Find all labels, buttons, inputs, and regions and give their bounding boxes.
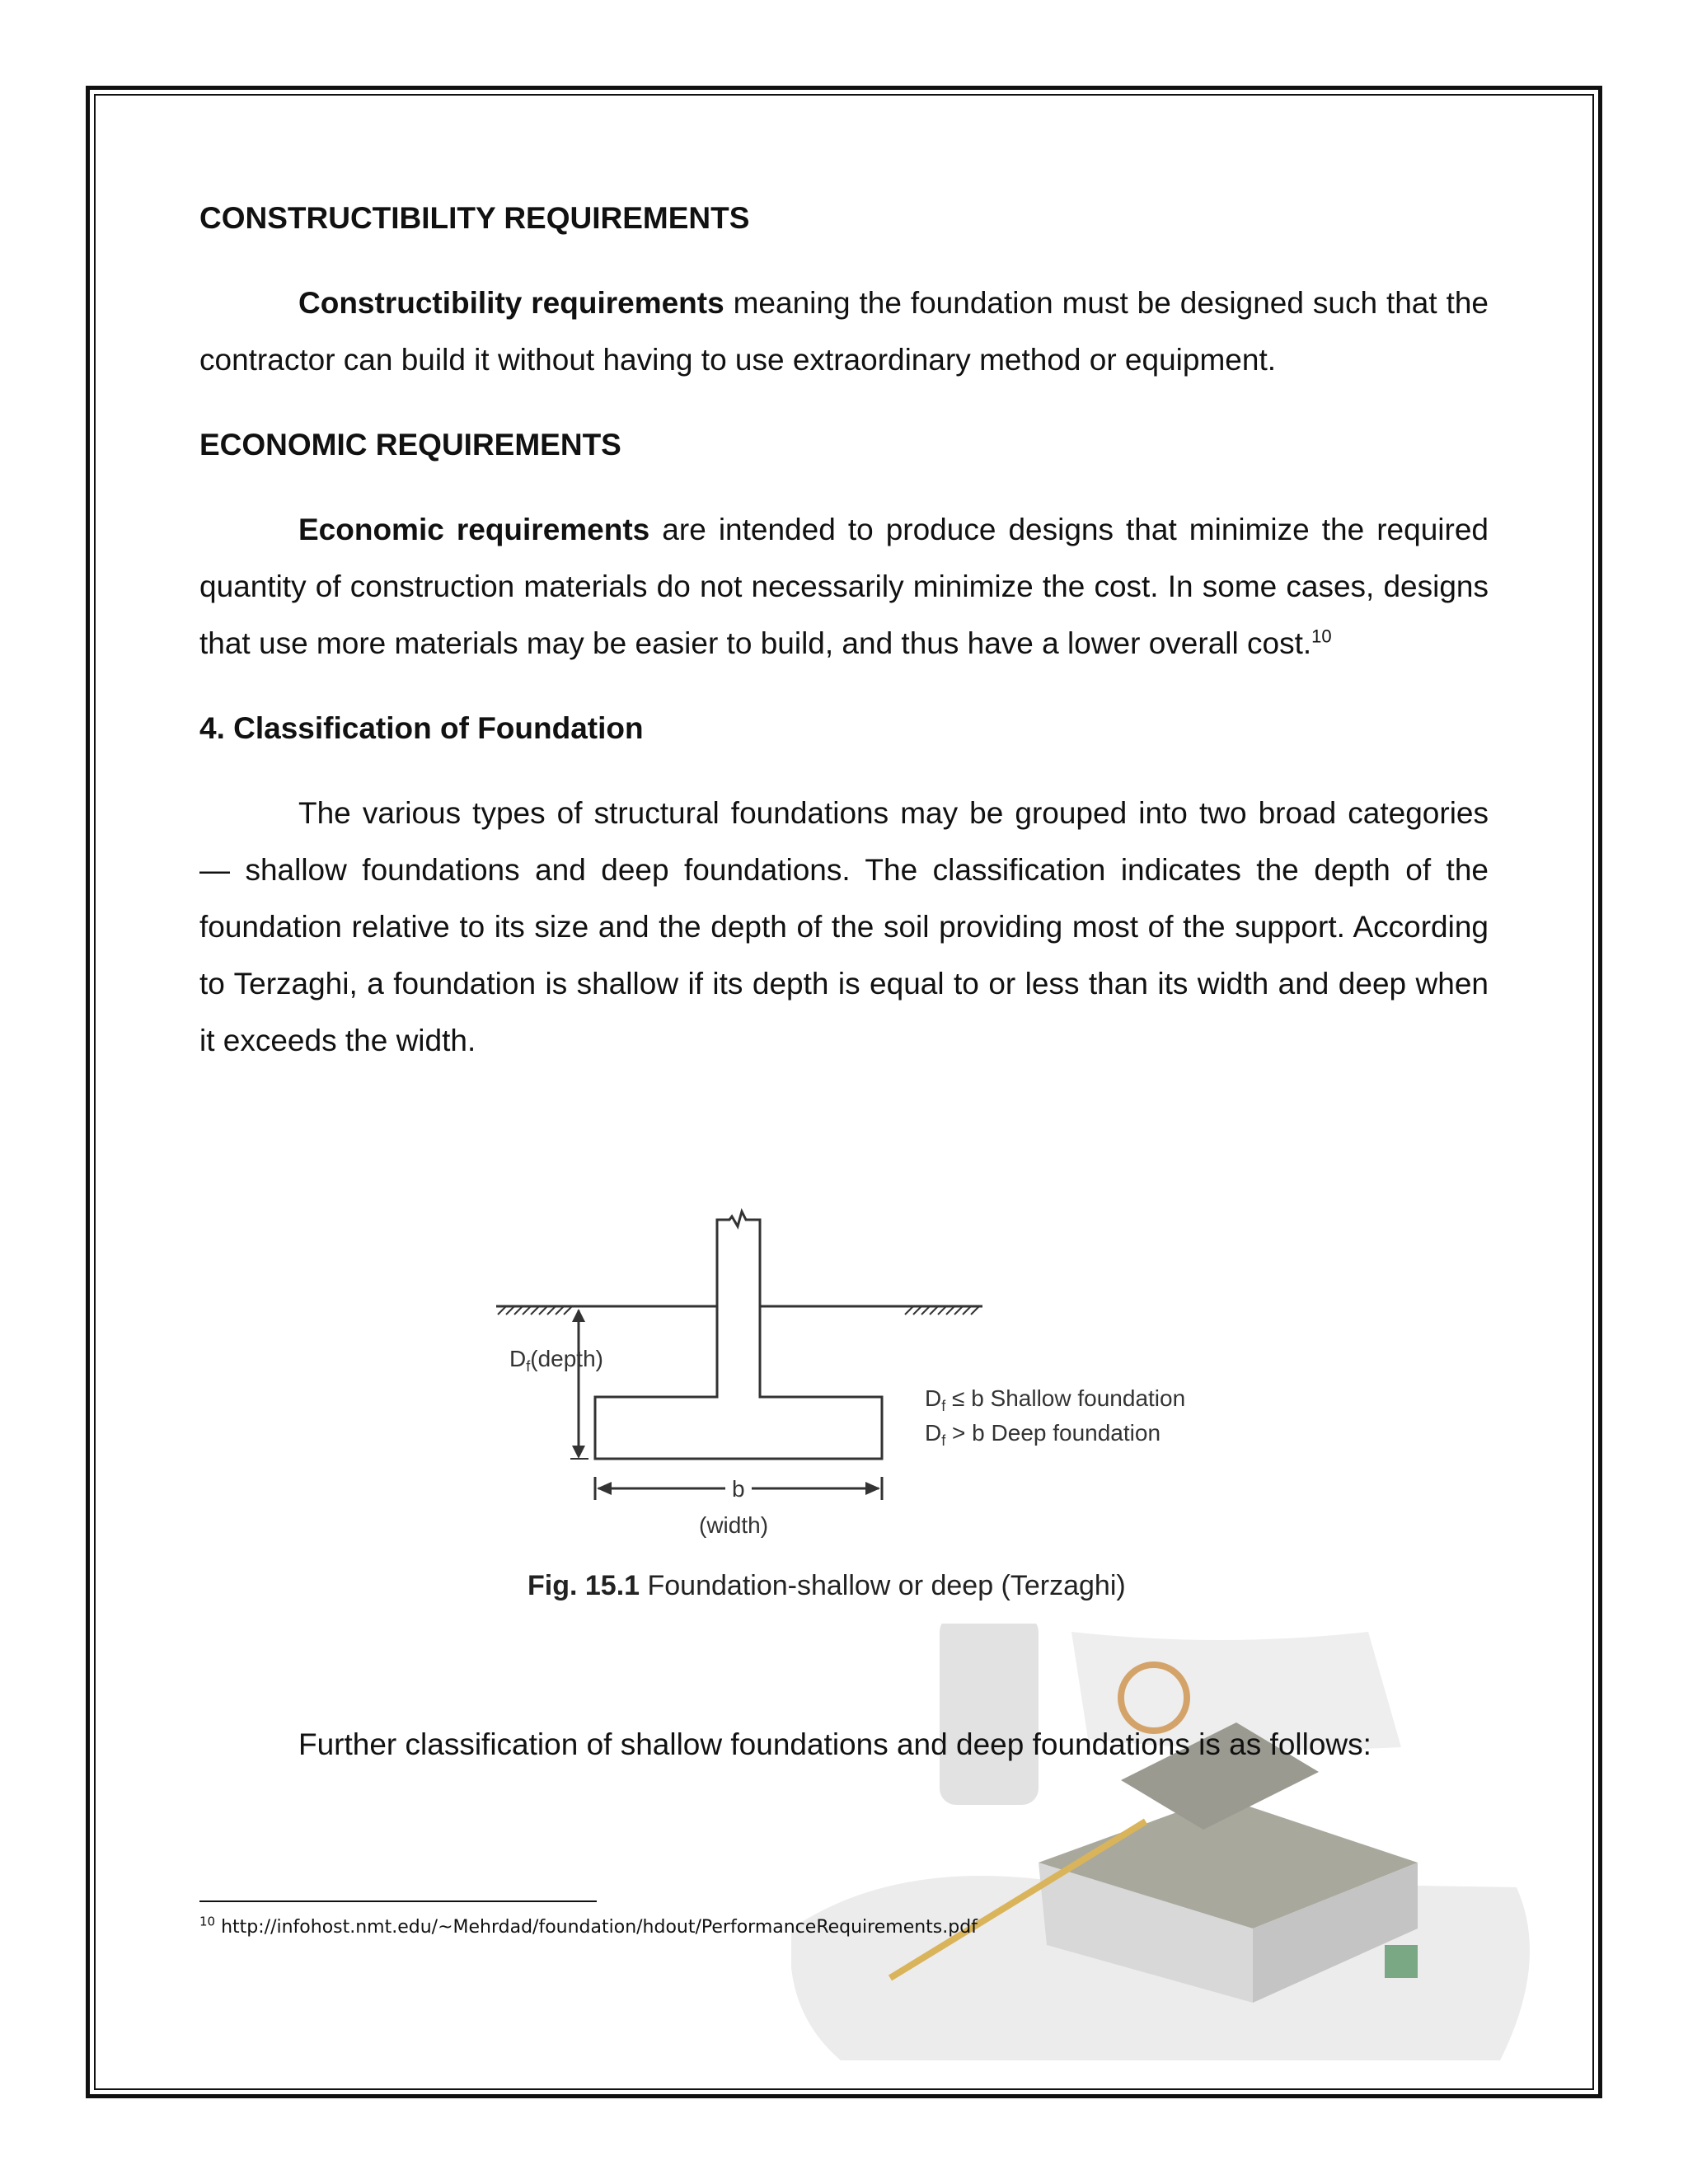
footnote-separator — [199, 1900, 597, 1902]
width-label: (width) — [699, 1512, 769, 1538]
term-constructibility: Constructibility requirements — [298, 286, 724, 320]
text-constructibility: meaning the foundation must be designed such that the contractor can build it without having to use extraordinary method or equipment. — [199, 286, 1489, 377]
figure-caption-text: Foundation-shallow or deep (Terzaghi) — [640, 1570, 1126, 1601]
footnote — [199, 1914, 978, 1938]
paragraph-classification: The various types of structural foundations may be grouped into two broad categories — shallow foundations and deep foundations. The classification indicates the depth of the foundation relative to its size and the depth of the soil providing most of the support. According to Terzaghi, a foundation is shallow if its depth is equal to or less than its width and deep when it exceeds the width. — [199, 796, 1489, 1057]
paragraph-economic — [199, 501, 1489, 672]
rule-deep: $D_f > b$ Deep foundation — [925, 1420, 1161, 1449]
foundation-figure — [495, 1187, 1319, 1624]
figure-caption — [528, 1570, 1126, 1602]
section-heading-economic: ECONOMIC REQUIREMENTS — [199, 428, 621, 462]
background-house-illustration — [791, 1615, 1550, 2077]
paragraph-constructibility — [199, 274, 1489, 388]
figure-number: Fig. 15.1 — [528, 1570, 640, 1601]
footnote-number: 10 — [199, 1914, 216, 1929]
term-economic: Economic requirements — [298, 513, 650, 546]
paragraph-further: Further classification of shallow foundations and deep foundations is as follows: — [298, 1727, 1372, 1761]
rule-shallow: $D_f \le b$ Shallow foundation — [925, 1385, 1186, 1414]
footnote-link[interactable]: http://infohost.nmt.edu/~Mehrdad/foundation/hdout/PerformanceRequirements.pdf — [221, 1917, 978, 1938]
footnote-ref: 10 — [1311, 626, 1332, 647]
depth-label: $D_f(depth)$ — [509, 1346, 603, 1375]
width-symbol: b — [732, 1476, 745, 1502]
section-heading-constructibility: CONSTRUCTIBILITY REQUIREMENTS — [199, 201, 750, 235]
document-body — [199, 190, 1489, 1069]
foundation-diagram — [495, 1187, 1319, 1624]
section-heading-classification: 4. Classification of Foundation — [199, 711, 644, 745]
text-economic: are intended to produce designs that minimize the required quantity of construction materials do not necessarily minimize the cost. In some cases, designs that use more materials may be easier to build, and thus have a lower overall cost. — [199, 513, 1489, 660]
